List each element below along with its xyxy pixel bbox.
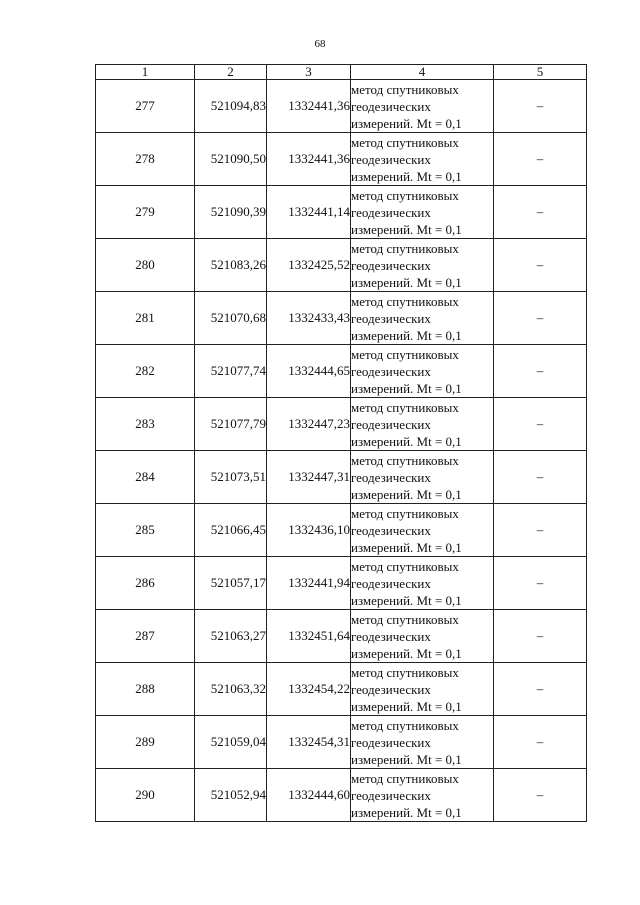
y-coordinate-cell: 1332447,31: [267, 451, 351, 504]
x-coordinate-cell: 521094,83: [195, 80, 267, 133]
method-line: геодезических: [351, 363, 431, 379]
column-5-cell: –: [494, 292, 587, 345]
method-line: измерений. Mt = 0,1: [351, 327, 462, 343]
method-line: геодезических: [351, 628, 431, 644]
x-coordinate-cell: 521070,68: [195, 292, 267, 345]
method-line: метод спутниковых: [351, 611, 459, 627]
method-line: метод спутниковых: [351, 399, 459, 415]
point-number-cell: 281: [96, 292, 195, 345]
table-row: [96, 451, 587, 504]
method-line: метод спутниковых: [351, 505, 459, 521]
y-coordinate-cell: 1332444,65: [267, 345, 351, 398]
method-line: геодезических: [351, 469, 431, 485]
table-row: [96, 504, 587, 557]
column-5-cell: –: [494, 451, 587, 504]
method-line: геодезических: [351, 734, 431, 750]
page-number: 68: [314, 38, 326, 50]
point-number-cell: 286: [96, 557, 195, 610]
y-coordinate-cell: 1332436,10: [267, 504, 351, 557]
method-line: измерений. Mt = 0,1: [351, 592, 462, 608]
method-line: измерений. Mt = 0,1: [351, 380, 462, 396]
point-number-cell: 279: [96, 186, 195, 239]
point-number-cell: 285: [96, 504, 195, 557]
method-line: метод спутниковых: [351, 134, 459, 150]
method-line: метод спутниковых: [351, 346, 459, 362]
method-cell: [351, 345, 494, 398]
table-body: [96, 80, 587, 822]
column-5-cell: –: [494, 133, 587, 186]
table-row: [96, 292, 587, 345]
y-coordinate-cell: 1332454,22: [267, 663, 351, 716]
method-line: измерений. Mt = 0,1: [351, 168, 462, 184]
method-line: измерений. Mt = 0,1: [351, 539, 462, 555]
column-5-cell: –: [494, 239, 587, 292]
method-cell: [351, 186, 494, 239]
point-number-cell: 290: [96, 769, 195, 822]
header-col-5: 5: [494, 65, 587, 80]
table-row: [96, 239, 587, 292]
method-line: геодезических: [351, 522, 431, 538]
x-coordinate-cell: 521090,39: [195, 186, 267, 239]
point-number-cell: 278: [96, 133, 195, 186]
coordinates-table: [95, 64, 587, 822]
table-row: [96, 133, 587, 186]
y-coordinate-cell: 1332433,43: [267, 292, 351, 345]
method-line: метод спутниковых: [351, 664, 459, 680]
column-5-cell: –: [494, 769, 587, 822]
method-line: геодезических: [351, 204, 431, 220]
method-line: измерений. Mt = 0,1: [351, 645, 462, 661]
table-row: [96, 557, 587, 610]
method-line: метод спутниковых: [351, 770, 459, 786]
point-number-cell: 277: [96, 80, 195, 133]
x-coordinate-cell: 521057,17: [195, 557, 267, 610]
method-cell: [351, 80, 494, 133]
table-row: [96, 80, 587, 133]
column-5-cell: –: [494, 716, 587, 769]
x-coordinate-cell: 521077,79: [195, 398, 267, 451]
column-5-cell: –: [494, 80, 587, 133]
table-row: [96, 186, 587, 239]
table-row: [96, 716, 587, 769]
method-cell: [351, 398, 494, 451]
method-line: метод спутниковых: [351, 558, 459, 574]
method-line: метод спутниковых: [351, 240, 459, 256]
table-row: [96, 345, 587, 398]
y-coordinate-cell: 1332441,14: [267, 186, 351, 239]
point-number-cell: 283: [96, 398, 195, 451]
column-5-cell: –: [494, 557, 587, 610]
header-col-3: 3: [267, 65, 351, 80]
method-line: геодезических: [351, 575, 431, 591]
method-line: измерений. Mt = 0,1: [351, 221, 462, 237]
method-cell: [351, 451, 494, 504]
x-coordinate-cell: 521077,74: [195, 345, 267, 398]
method-line: измерений. Mt = 0,1: [351, 433, 462, 449]
y-coordinate-cell: 1332441,94: [267, 557, 351, 610]
method-cell: [351, 557, 494, 610]
x-coordinate-cell: 521052,94: [195, 769, 267, 822]
method-line: измерений. Mt = 0,1: [351, 486, 462, 502]
column-5-cell: –: [494, 663, 587, 716]
method-line: геодезических: [351, 257, 431, 273]
method-line: геодезических: [351, 151, 431, 167]
method-line: геодезических: [351, 416, 431, 432]
table-row: [96, 610, 587, 663]
table-header-row: [96, 65, 587, 80]
y-coordinate-cell: 1332441,36: [267, 80, 351, 133]
y-coordinate-cell: 1332454,31: [267, 716, 351, 769]
point-number-cell: 282: [96, 345, 195, 398]
method-line: геодезических: [351, 787, 431, 803]
method-line: метод спутниковых: [351, 81, 459, 97]
method-line: метод спутниковых: [351, 293, 459, 309]
method-cell: [351, 769, 494, 822]
point-number-cell: 280: [96, 239, 195, 292]
column-5-cell: –: [494, 398, 587, 451]
column-5-cell: –: [494, 610, 587, 663]
method-line: измерений. Mt = 0,1: [351, 115, 462, 131]
point-number-cell: 289: [96, 716, 195, 769]
method-cell: [351, 239, 494, 292]
table-row: [96, 398, 587, 451]
method-cell: [351, 610, 494, 663]
x-coordinate-cell: 521059,04: [195, 716, 267, 769]
method-line: измерений. Mt = 0,1: [351, 804, 462, 820]
method-cell: [351, 716, 494, 769]
header-col-2: 2: [195, 65, 267, 80]
x-coordinate-cell: 521073,51: [195, 451, 267, 504]
method-cell: [351, 133, 494, 186]
table-row: [96, 663, 587, 716]
column-5-cell: –: [494, 345, 587, 398]
method-cell: [351, 663, 494, 716]
method-line: измерений. Mt = 0,1: [351, 274, 462, 290]
x-coordinate-cell: 521063,27: [195, 610, 267, 663]
method-line: измерений. Mt = 0,1: [351, 698, 462, 714]
x-coordinate-cell: 521083,26: [195, 239, 267, 292]
point-number-cell: 284: [96, 451, 195, 504]
y-coordinate-cell: 1332444,60: [267, 769, 351, 822]
column-5-cell: –: [494, 186, 587, 239]
method-line: геодезических: [351, 98, 431, 114]
x-coordinate-cell: 521063,32: [195, 663, 267, 716]
method-line: метод спутниковых: [351, 452, 459, 468]
method-line: измерений. Mt = 0,1: [351, 751, 462, 767]
method-cell: [351, 292, 494, 345]
method-line: геодезических: [351, 310, 431, 326]
point-number-cell: 288: [96, 663, 195, 716]
column-5-cell: –: [494, 504, 587, 557]
x-coordinate-cell: 521066,45: [195, 504, 267, 557]
y-coordinate-cell: 1332447,23: [267, 398, 351, 451]
y-coordinate-cell: 1332441,36: [267, 133, 351, 186]
y-coordinate-cell: 1332451,64: [267, 610, 351, 663]
point-number-cell: 287: [96, 610, 195, 663]
y-coordinate-cell: 1332425,52: [267, 239, 351, 292]
table-row: [96, 769, 587, 822]
header-col-1: 1: [96, 65, 195, 80]
method-line: геодезических: [351, 681, 431, 697]
method-line: метод спутниковых: [351, 187, 459, 203]
method-cell: [351, 504, 494, 557]
header-col-4: 4: [351, 65, 494, 80]
method-line: метод спутниковых: [351, 717, 459, 733]
x-coordinate-cell: 521090,50: [195, 133, 267, 186]
